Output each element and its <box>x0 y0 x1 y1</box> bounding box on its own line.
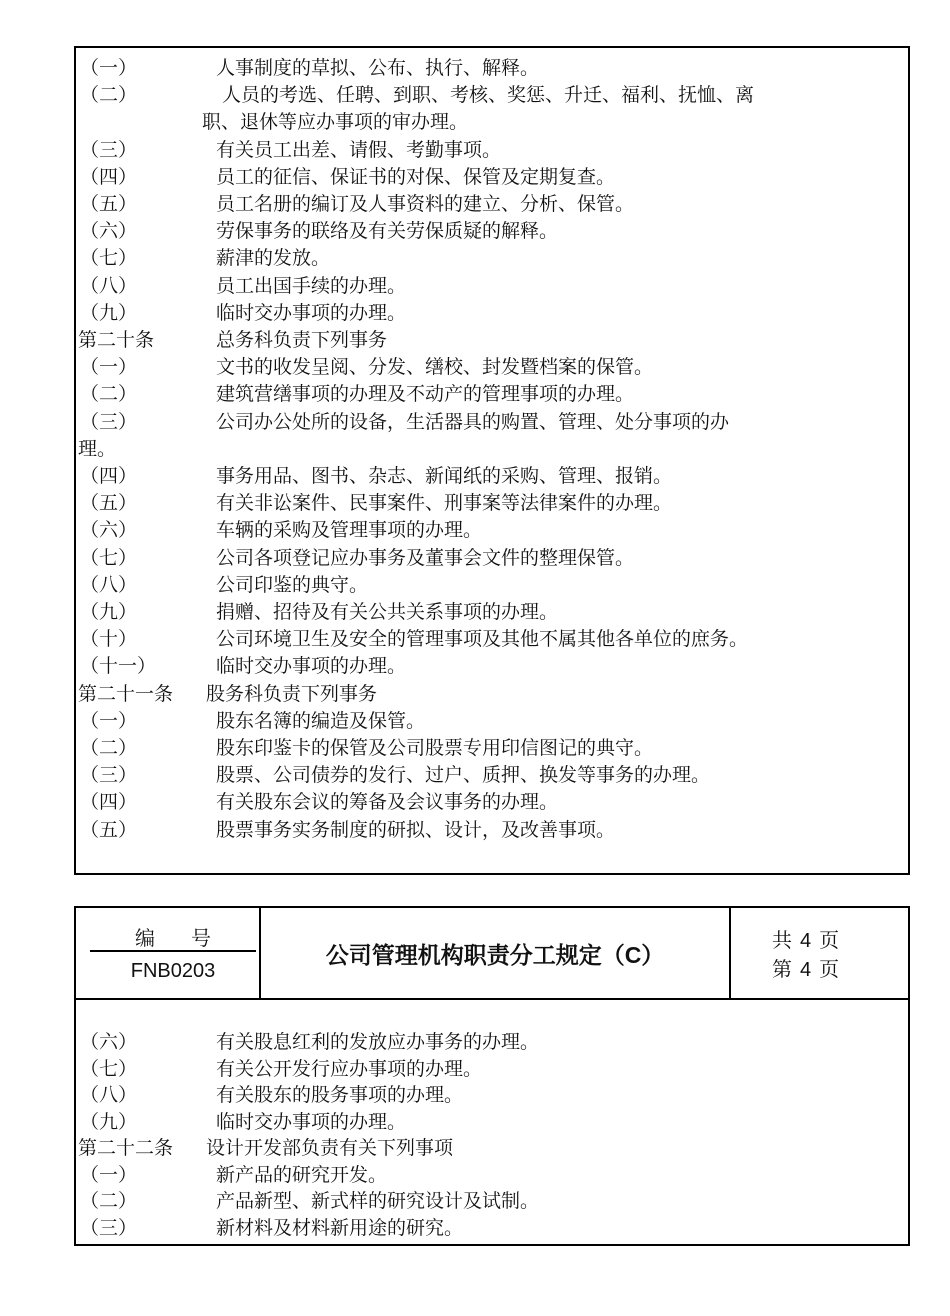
total-prefix: 共 <box>772 928 792 952</box>
clause-line <box>76 709 906 733</box>
clause-text: 有关员工出差、请假、考勤事项。 <box>216 138 502 161</box>
clause-text: 人员的考选、任聘、到职、考核、奖惩、升迁、福利、抚恤、离 <box>222 84 755 107</box>
clause-text: 捐赠、招待及有关公共关系事项的办理。 <box>216 601 559 623</box>
clause-number: （七） <box>80 1057 138 1080</box>
clause-line <box>76 1163 906 1187</box>
clause-number: （二） <box>80 383 138 406</box>
clause-text: 股务科负责下列事务 <box>206 682 378 705</box>
clause-line <box>76 573 906 597</box>
clause-text: 公司各项登记应办事务及董事会文件的整理保管。 <box>216 546 635 569</box>
clause-line <box>76 355 906 379</box>
clause-number: （九） <box>80 1110 138 1133</box>
clause-number: （五） <box>80 818 138 841</box>
clause-text: 临时交办事项的办理。 <box>216 301 407 324</box>
clause-line <box>76 763 906 787</box>
clause-text: 员工出国手续的办理。 <box>216 274 407 297</box>
clause-line <box>76 165 906 189</box>
clause-line <box>76 491 906 515</box>
clause-line <box>76 274 906 298</box>
clause-line <box>76 736 906 760</box>
clause-line <box>76 301 906 325</box>
clause-number: （八） <box>80 274 138 297</box>
clause-number: （十） <box>80 628 138 651</box>
clause-line <box>76 410 906 434</box>
clause-number: （三） <box>80 1216 138 1239</box>
clause-text: 临时交办事项的办理。 <box>216 655 407 678</box>
clause-number: （四） <box>80 165 138 188</box>
clause-number: （一） <box>80 356 138 379</box>
clause-number: （七） <box>80 546 138 569</box>
clause-number: （二） <box>80 84 138 107</box>
regulation-page-4 <box>74 906 910 1246</box>
clause-number: （九） <box>80 301 138 324</box>
page-unit: 页 <box>819 957 840 981</box>
regulation-text-block-1 <box>74 46 910 875</box>
clause-number: （九） <box>80 601 138 623</box>
clause-line <box>76 138 906 162</box>
clause-text: 公司印鉴的典守。 <box>216 573 369 596</box>
code-label: 编号 <box>135 926 247 950</box>
clause-text: 新材料及材料新用途的研究。 <box>216 1216 464 1239</box>
clause-number: （六） <box>80 220 138 243</box>
clause-text: 有关公开发行应办事项的办理。 <box>216 1057 483 1080</box>
clause-number: （四） <box>80 465 138 487</box>
page-counter <box>772 926 839 984</box>
clause-number: （一） <box>80 57 138 79</box>
article-heading: 第二十二条 <box>78 1137 174 1159</box>
clause-line <box>76 1110 906 1134</box>
clause-line <box>76 110 906 134</box>
clause-number: （一） <box>80 709 138 732</box>
clause-text: 文书的收发呈阅、分发、缮校、封发暨档案的保管。 <box>216 356 654 379</box>
clause-text: 有关股息红利的发放应办事务的办理。 <box>216 1031 540 1053</box>
document-code: FNB0203 <box>130 960 216 982</box>
clause-number: （七） <box>80 247 138 270</box>
article-heading: 第二十条 <box>78 329 155 351</box>
clause-number: （五） <box>80 492 138 515</box>
clause-line <box>76 1083 906 1107</box>
total-pages: 4 <box>800 930 812 952</box>
clause-line <box>76 56 906 80</box>
clause-text: 有关非讼案件、民事案件、刑事案等法律案件的办理。 <box>216 492 673 515</box>
clause-text: 事务用品、图书、杂志、新闻纸的采购、管理、报销。 <box>216 465 673 487</box>
clause-line <box>76 1030 906 1054</box>
clause-text: 产品新型、新式样的研究设计及试制。 <box>216 1190 540 1212</box>
clause-line <box>76 1189 906 1213</box>
clause-text: 员工名册的编订及人事资料的建立、分析、保管。 <box>216 193 635 215</box>
clause-number: 理。 <box>78 437 117 460</box>
clause-line <box>76 328 906 352</box>
clause-line <box>76 1216 906 1240</box>
clause-line <box>76 546 906 570</box>
clause-number: （三） <box>80 410 138 433</box>
clause-line <box>76 437 906 461</box>
clause-line <box>76 219 906 243</box>
clause-text: 股票事务实务制度的研拟、设计，及改善事项。 <box>216 818 616 841</box>
article-heading: 第二十一条 <box>78 682 174 705</box>
clause-number: （六） <box>80 1031 138 1053</box>
clause-number: （二） <box>80 737 138 759</box>
clause-line <box>76 654 906 678</box>
clause-line <box>76 192 906 216</box>
clause-text: 员工的征信、保证书的对保、保管及定期复查。 <box>216 165 616 188</box>
clause-text: 临时交办事项的办理。 <box>216 1110 407 1133</box>
clause-line <box>76 627 906 651</box>
clause-line <box>76 1136 906 1160</box>
clause-line <box>76 382 906 406</box>
clause-line <box>76 682 906 706</box>
clause-line <box>76 600 906 624</box>
clause-number: （二） <box>80 1190 138 1212</box>
clause-number: （四） <box>80 791 138 814</box>
document-title: 公司管理机构职责分工规定（C） <box>325 941 665 968</box>
code-divider <box>90 950 256 952</box>
clause-number: （八） <box>80 573 138 596</box>
clause-number: （八） <box>80 1084 138 1106</box>
clause-text: 新产品的研究开发。 <box>216 1163 388 1186</box>
clause-text: 股东印鉴卡的保管及公司股票专用印信图记的典守。 <box>216 737 654 759</box>
clause-text: 人事制度的草拟、公布、执行、解释。 <box>216 57 540 79</box>
clause-text: 公司环境卫生及安全的管理事项及其他不属其他各单位的庶务。 <box>216 628 749 651</box>
clause-line <box>76 518 906 542</box>
clause-text: 股票、公司债券的发行、过户、质押、换发等事务的办理。 <box>216 764 711 787</box>
clause-line <box>76 246 906 270</box>
clause-text: 股东名簿的编造及保管。 <box>216 709 426 732</box>
clause-line <box>76 790 906 814</box>
clause-number: （一） <box>80 1163 138 1186</box>
current-page: 4 <box>800 959 812 981</box>
clause-line <box>76 464 906 488</box>
header-bottom-rule <box>76 998 908 1000</box>
clause-number: （六） <box>80 519 138 542</box>
clause-text: 设计开发部负责有关下列事项 <box>206 1137 454 1159</box>
clause-number: （三） <box>80 764 138 787</box>
clause-text: 职、退休等应办事项的审办理。 <box>202 111 469 134</box>
clause-text: 有关股东的股务事项的办理。 <box>216 1084 464 1106</box>
clause-number: （三） <box>80 138 138 161</box>
clause-line <box>76 818 906 842</box>
current-prefix: 第 <box>772 957 792 981</box>
clause-text: 有关股东会议的筹备及会议事务的办理。 <box>216 791 559 814</box>
header-divider <box>729 908 731 998</box>
clause-text: 总务科负责下列事务 <box>216 329 388 351</box>
clause-text: 建筑营缮事项的办理及不动产的管理事项的办理。 <box>216 383 635 406</box>
clause-line <box>76 1057 906 1081</box>
clause-line <box>76 83 906 107</box>
clause-text: 劳保事务的联络及有关劳保质疑的解释。 <box>216 220 559 243</box>
page-unit: 页 <box>819 928 840 952</box>
clause-text: 车辆的采购及管理事项的办理。 <box>216 519 483 542</box>
clause-text: 公司办公处所的设备，生活器具的购置、管理、处分事项的办 <box>216 410 730 433</box>
clause-text: 薪津的发放。 <box>216 247 331 270</box>
clause-number: （五） <box>80 193 138 215</box>
clause-number: （十一） <box>80 655 157 678</box>
